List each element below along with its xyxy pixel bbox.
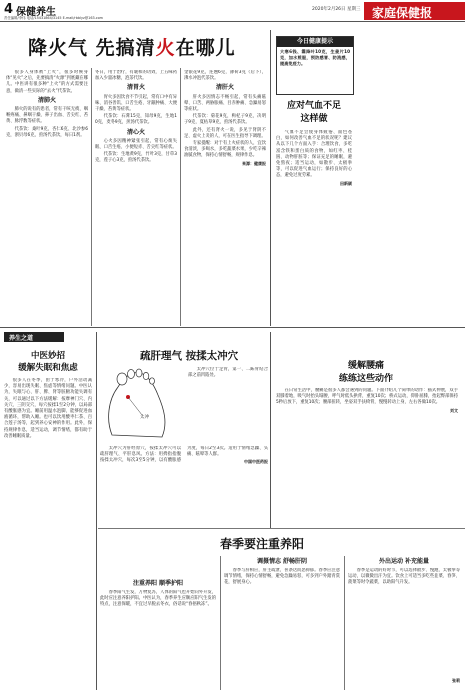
header-rule <box>0 21 465 22</box>
lung-body: 肺火的说有的患者，常有干咳无痰、咽喉疼痛、鼻咽干燥、鼻子出血、舌尖红、苔黄、脉浮数等症状。 <box>6 107 88 125</box>
section-label <box>4 332 64 342</box>
subhead-emotion: 调摄情志 舒畅肝阴 <box>256 558 308 565</box>
col3-lead: 金银花9克，连翘6克，薄荷3克（后下），沸水冲泡代茶饮。 <box>184 70 266 82</box>
article3-title: 疏肝理气 按揉太冲穴 <box>140 350 239 362</box>
divider <box>220 556 221 690</box>
article4-col2 <box>224 556 340 690</box>
figure-label: 太冲 <box>140 415 149 420</box>
sidebar2-body <box>276 388 458 524</box>
article2-title <box>4 350 92 374</box>
headline-fire: 火 <box>155 37 176 59</box>
paper-title-text: 家庭保健报 <box>372 6 433 20</box>
headline-part1: 降火气 <box>28 37 96 59</box>
stomach-tea: 代茶饮：石膏15克，知母9克，生地10克，麦冬9克，煎汤代茶饮。 <box>95 114 177 126</box>
section-rule <box>0 327 465 328</box>
today-tip-box <box>276 36 354 95</box>
article3-source: 中国中医药报 <box>244 459 268 465</box>
sidebar1-text: 气血不足会使身体疲倦、面色苍白，如何改善气血不足的状况呢？建议从以下几个方面入手：合理饮食，多吃富含铁和蛋白质的食物，如红枣、桂圆、动物肝脏等；保证充足的睡眠，避免熬夜；适当运动，如散步、太极拳等，可以促进气血运行；保持良好的心态，避免过度劳累。 <box>276 130 352 179</box>
section-name: 保健养生 <box>16 7 56 18</box>
sidebar1-author: 田新颖 <box>340 180 352 186</box>
sidebar2-author: 刘文 <box>450 407 458 413</box>
issue-date: 2020年2月26日 星期三 <box>312 7 361 12</box>
article4-text2: 春季与肝相应，肝主疏泄，喜条达而恶抑郁。春季应注意调节情绪，保持心情舒畅，避免急躁易怒，可多到户外踏青赏花，舒展身心。 <box>224 568 340 586</box>
expert-note: 专家提醒：对于有上火症状的人，宜饮食清淡，多喝水，多吃蔬菜水果，少吃辛辣油腻食物，保持心情舒畅，规律作息。 <box>184 141 266 159</box>
divider <box>180 68 181 326</box>
liver-tea: 代茶饮：菊花9克，枸杞子9克，决明子9克，夏枯草9克，煎汤代茶饮。 <box>184 114 266 126</box>
divider <box>270 30 271 326</box>
sidebar2-title-line1: 缓解腰痛 <box>347 361 384 371</box>
kidney-body: 此外，还有肾火一说，多见于肾阴不足、虚火上炎的人，可在医生指导下调理。 <box>184 127 266 139</box>
divider <box>96 332 97 690</box>
page-number: 4 <box>4 2 14 17</box>
headline-part2: 先搞清 <box>95 37 156 59</box>
subhead-exercise: 外出运动 补充能量 <box>378 558 430 565</box>
article3-figure-text <box>188 367 268 447</box>
sidebar2-title <box>276 360 456 386</box>
section-label-text: 养生之道 <box>9 335 34 342</box>
divider <box>91 68 92 326</box>
divider <box>344 556 345 690</box>
article4-author: 张莉 <box>452 678 460 683</box>
main-headline <box>28 33 236 60</box>
article4-title: 春季要注重养阳 <box>220 537 305 551</box>
article2-text: 很多人在冬季，由于寒冷，户外活动减少，容易出现失眠、焦虑等情绪问题。中医认为，失眠与心、肝、脾、肾等脏腑功能失调有关，可以通过以下方法缓解：按摩神门穴、内关穴、三阴交穴，每穴按揉1至2分钟，以局部有酸胀感为宜。睡前用温水泡脚，能够促进血液循环，帮助入睡。也可以饮用酸枣仁茶、百合莲子汤等，起到养心安神的作用。此外，保持规律作息，适当运动，调节情绪，都有助于改善睡眠质量。 <box>4 378 92 439</box>
sidebar2-text: 在日常生活中，腰痛是很多人都会遇到的问题。下面介绍几个简单的动作：猫式伸展，双手双膝着地，吸气时抬头塌腰，呼气时低头拱背，重复10次；桥式运动，仰卧屈膝，抬起臀部保持5秒后放下，重复10次；腰部扭转，坐姿双手扶椅背，慢慢转动上身，左右各做10次。 <box>276 388 458 406</box>
subhead-lung: 清肺火 <box>37 96 56 104</box>
liver-body: 肝火多因情志不畅引起，常有头痛眩晕、口苦、两胁胀痛、目赤肿痛、急躁易怒等症状。 <box>184 94 266 113</box>
heart-tea: 代茶饮：生地黄9克，竹叶3克，甘草3克，莲子心3克，煎汤代茶饮。 <box>95 152 177 164</box>
foot-icon <box>102 365 187 443</box>
main-column-1 <box>6 70 88 325</box>
article4-col3 <box>348 556 460 690</box>
main-column-2 <box>95 70 177 325</box>
subhead-heart: 清心火 <box>126 128 145 136</box>
heart-body: 心火多因精神紧张引起，常有心烦失眠、口舌生疮、小便短赤、舌尖红等症状。 <box>95 138 177 151</box>
article2-title-line2: 缓解失眠和焦虑 <box>18 363 78 373</box>
foot-figure <box>102 365 187 443</box>
article4-text1: 春季阳气生发，万物复苏，人体的阳气也开始向外升发，此时应注意养阳护阳。中医认为，春季养生应顺应阳气生发的特点，注意保暖，不宜过早脱去冬衣，俗话说“春捂秋冻”。 <box>100 590 216 608</box>
page-header <box>0 0 465 22</box>
main-column-3 <box>184 70 266 325</box>
article3-text: 太冲穴为肝经原穴，按揉太冲穴可以疏肝理气、平肝息风。方法：用拇指指腹按揉太冲穴，每次3至5分钟，以有酸胀感为度，每日2至3次。适用于情绪急躁、头痛、眩晕等人群。 <box>100 446 268 464</box>
paper-title <box>364 2 465 20</box>
article4-text3: 春季是运动的好时节，可以选择散步、慢跑、太极拳等运动，以微微出汗为宜。饮食上可适当多吃些韭菜、春笋、菠菜等时令蔬菜，以助阳气升发。 <box>348 568 460 586</box>
lung-tea: 代茶饮：桑叶9克、杏仁6克、北沙参6克，浙贝母6克，煎汤代茶饮，每日1剂。 <box>6 126 88 138</box>
article2-title-line1: 中医妙招 <box>30 351 65 361</box>
subhead-yang: 注重养阳 顺季护阳 <box>132 580 184 587</box>
article4-col1 <box>100 556 216 690</box>
subhead-stomach: 清胃火 <box>126 84 145 92</box>
today-tip-text: 大寒6钱、霜降叶10克，生姜片10克，加水煎服，预防感冒、防流感，提高免疫力。 <box>280 49 350 67</box>
headline-part4: 在哪儿 <box>175 37 236 59</box>
sidebar2-title-line2: 练练这些动作 <box>338 374 393 384</box>
sidebar1-body <box>276 130 352 316</box>
figure-description: 太冲穴位于足背，第一、二跖骨结合部之前凹陷处。 <box>188 367 268 379</box>
sidebar1-title-line2: 这样做 <box>300 114 328 124</box>
main-intro: 很多人身体被“上火”，很多时候身体“见火”之后，先要搞清“火源”到底藏在哪儿。中医讲有很多种“上火”的方式需要注意，做清一些实际的“去火”代茶饮。 <box>6 70 88 94</box>
divider <box>270 332 271 528</box>
sidebar1-title-line1: 应对气血不足 <box>286 101 341 111</box>
article2-body <box>4 378 92 690</box>
subhead-liver: 清肝火 <box>215 84 234 92</box>
editor-info: 责任编辑/李伟 电话/15431864/3145 E-mail/rbblyz@163.com <box>4 16 103 20</box>
article3-body <box>100 446 268 526</box>
today-tip-title: 今日健康提示 <box>277 37 353 47</box>
col2-lead: 冬日，用于治疗，有暖和的功效，上五味药加入少量冰糖，泡茶代饮。 <box>95 70 177 82</box>
main-source: 来源：健康报 <box>242 160 266 166</box>
stomach-body: 胃火多因饮食不节引起，常有口中有异味、消谷善饥、口舌生疮、牙龈肿痛、大便干燥、苔黄等症状。 <box>95 94 177 113</box>
sidebar1-title <box>276 100 352 126</box>
article4-rule <box>98 528 465 529</box>
